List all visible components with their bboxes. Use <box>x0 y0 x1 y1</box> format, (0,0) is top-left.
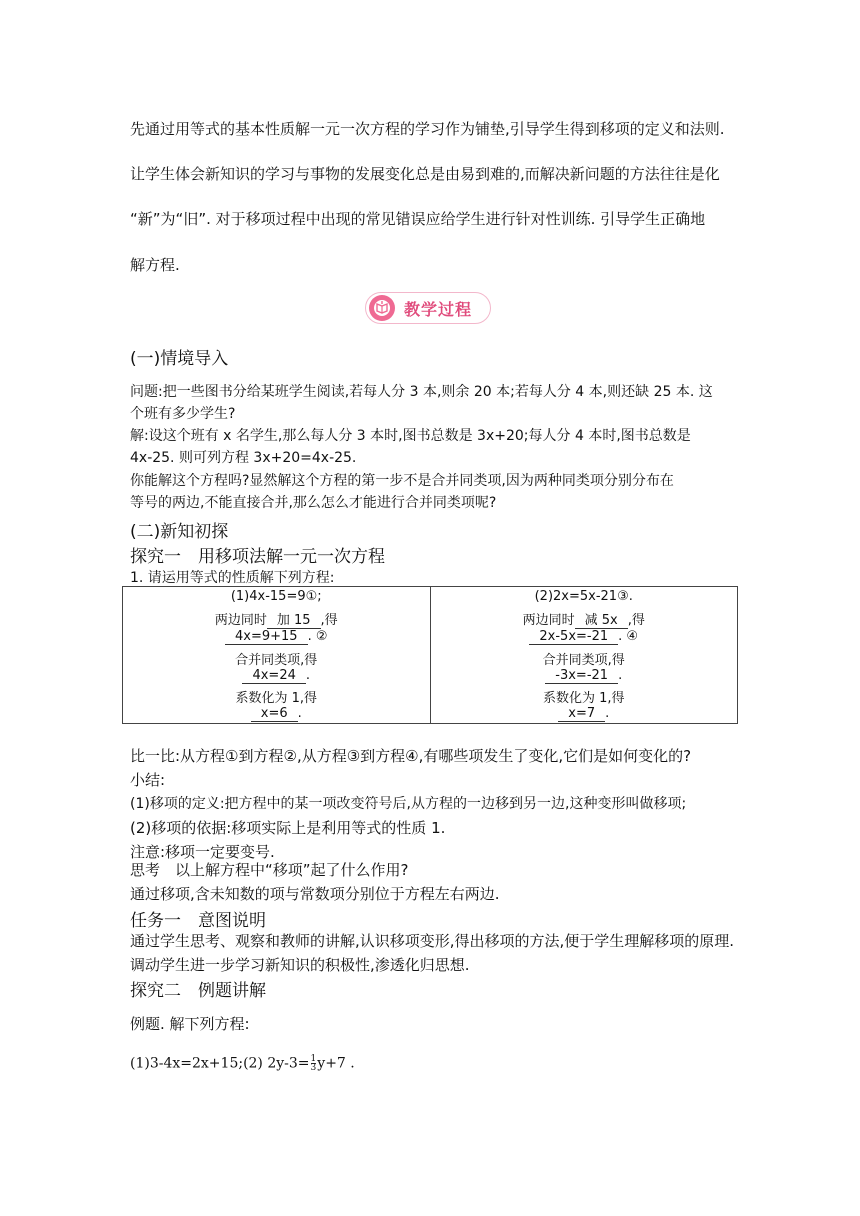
step-label: 两边同时 <box>522 613 575 628</box>
task-1-line-1: 通过学生思考、观察和教师的讲解,认识移项变形,得出移项的方法,便于学生理解移项的原理. <box>130 932 735 950</box>
equation-text: (1)3-4x=2x+15;(2) 2y-3= <box>130 1055 310 1072</box>
blank-answer: x=7 <box>558 706 605 722</box>
book-icon <box>375 300 389 314</box>
step-result <box>431 706 738 722</box>
solution-table <box>122 586 738 724</box>
task-1-heading: 任务一 意图说明 <box>130 911 266 931</box>
intro-line-2: 让学生体会新知识的学习与事物的发展变化总是由易到难的,而解决新问题的方法往往是化 <box>130 165 720 183</box>
solution-line-1: 解:设这个班有 x 名学生,那么每人分 3 本时,图书总数是 3x+20;每人分 4 本时,图书总数是 <box>130 428 691 444</box>
step-transpose <box>431 609 738 629</box>
coefficient-label: 系数化为 1,得 <box>235 691 318 706</box>
think-answer: 通过移项,含未知数的项与常数项分别位于方程左右两边. <box>130 885 500 903</box>
step-result <box>431 629 738 645</box>
summary-item-2: (2)移项的依据:移项实际上是利用等式的性质 1. <box>130 819 446 837</box>
task-1-line-2: 调动学生进一步学习新知识的积极性,渗透化归思想. <box>130 956 470 974</box>
compare-question: 比一比:从方程①到方程②,从方程③到方程④,有哪些项发生了变化,它们是如何变化的? <box>130 747 692 765</box>
summary-item-1: (1)移项的定义:把方程中的某一项改变符号后,从方程的一边移到另一边,这种变形叫做移项; <box>130 796 687 812</box>
equation-text: y+7 . <box>317 1055 355 1072</box>
badge-label: 教学过程 <box>404 300 473 319</box>
example-label: 例题. 解下列方程: <box>130 1015 250 1033</box>
step-suffix: ,得 <box>320 613 338 628</box>
solution-cell-left <box>123 587 431 724</box>
problem-line-2: 个班有多少学生? <box>130 406 236 422</box>
step-suffix: . <box>305 668 311 683</box>
example-equations <box>130 1055 355 1072</box>
solution-line-2: 4x-25. 则可列方程 3x+20=4x-25. <box>130 450 357 466</box>
intro-line-3: “新”为“旧”. 对于移项过程中出现的常见错误应给学生进行针对性训练. 引导学生正确地 <box>130 210 706 228</box>
blank-answer: 4x=9+15 <box>225 629 308 645</box>
intro-line-4: 解方程. <box>130 256 180 274</box>
combine-label: 合并同类项,得 <box>235 653 318 668</box>
solution-cell-right <box>430 587 738 724</box>
step-result <box>431 668 738 684</box>
summary-title: 小结: <box>130 771 166 789</box>
step-transpose <box>123 609 430 629</box>
step-suffix: . <box>618 668 623 683</box>
step-suffix: . <box>605 706 610 721</box>
think-question: 思考 以上解方程中“移项”起了什么作用? <box>130 861 409 879</box>
question-line-1: 你能解这个方程吗?显然解这个方程的第一步不是合并同类项,因为两种同类项分别分布在 <box>130 473 674 489</box>
blank-answer: -3x=-21 <box>545 668 618 684</box>
blank-answer: 2x-5x=-21 <box>529 629 618 645</box>
section-badge <box>365 292 491 324</box>
equation-1: (1)4x-15=9①; <box>230 589 322 604</box>
explore-1-heading: 探究一 用移项法解一元一次方程 <box>130 547 385 567</box>
step-result <box>123 668 430 684</box>
section-heading-intro: (一)情境导入 <box>130 349 229 369</box>
task-instruction: 1. 请运用等式的性质解下列方程: <box>130 570 335 586</box>
section-heading-new: (二)新知初探 <box>130 522 229 542</box>
explore-2-heading: 探究二 例题讲解 <box>130 981 266 1001</box>
coefficient-label: 系数化为 1,得 <box>542 691 625 706</box>
step-suffix: . <box>297 706 302 721</box>
step-result <box>123 629 430 645</box>
blank-answer: 加 15 <box>267 613 321 629</box>
equation-2: (2)2x=5x-21③. <box>534 589 633 604</box>
combine-label: 合并同类项,得 <box>542 653 625 668</box>
fraction-denominator: 3 <box>310 1063 317 1073</box>
problem-line-1: 问题:把一些图书分给某班学生阅读,若每人分 3 本,则余 20 本;若每人分 4 本,则还缺 25 本. 这 <box>130 384 713 400</box>
intro-line-1: 先通过用等式的基本性质解一元一次方程的学习作为铺垫,引导学生得到移项的定义和法则. <box>130 120 725 138</box>
step-suffix: ,得 <box>627 613 645 628</box>
step-result <box>123 706 430 722</box>
blank-answer: 4x=24 <box>242 668 305 684</box>
fraction-numerator: 1 <box>310 1054 317 1064</box>
summary-note: 注意:移项一定要变号. <box>130 843 275 861</box>
blank-answer: 减 5x <box>575 613 628 629</box>
equation-tag: . ② <box>307 629 328 644</box>
step-label: 两边同时 <box>214 613 267 628</box>
equation-tag: . ④ <box>618 629 639 644</box>
fraction <box>311 1055 317 1072</box>
question-line-2: 等号的两边,不能直接合并,那么怎么才能进行合并同类项呢? <box>130 495 497 511</box>
blank-answer: x=6 <box>251 706 298 722</box>
